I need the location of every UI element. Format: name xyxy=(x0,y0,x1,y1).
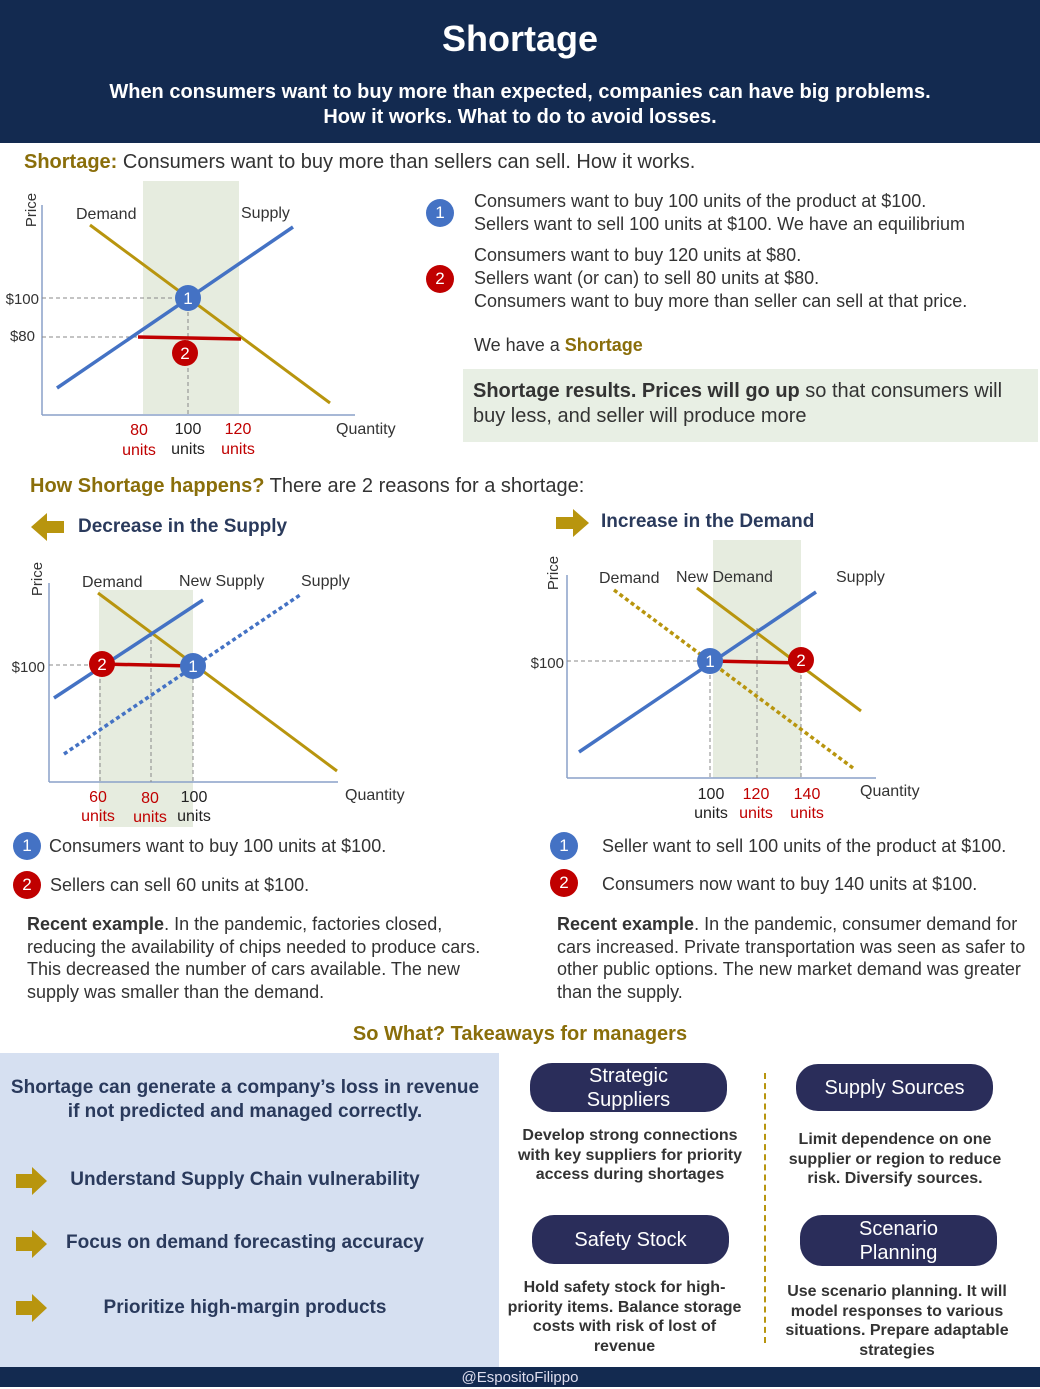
qty-100-units: units xyxy=(694,805,728,822)
demand-label: Demand xyxy=(82,574,143,591)
marker-2-text: 2 xyxy=(180,344,190,363)
qty-100-label: 100 xyxy=(180,789,208,806)
left-example xyxy=(27,913,497,1003)
marker-1-text: 1 xyxy=(188,657,198,676)
qty-100-label: 100 xyxy=(697,786,725,803)
right-point2-text: Consumers now want to buy 140 units at $100. xyxy=(602,874,978,894)
y-axis-label: Price xyxy=(29,561,46,597)
point1-badge: 1 xyxy=(426,199,454,227)
pill1-description: Develop strong connections with key suppliers for priority access during shortages xyxy=(517,1127,743,1183)
qty-80-label: 80 xyxy=(141,790,159,807)
price-80-label: $80 xyxy=(9,328,35,345)
takeaways-title: So What? Takeaways for managers xyxy=(352,1023,688,1045)
qty-140-label: 140 xyxy=(793,786,821,803)
takeaway-item-1: Understand Supply Chain vulnerability xyxy=(70,1169,420,1190)
pill3-description: Hold safety stock for high-priority items. Balance storage costs with risk of lost of revenue xyxy=(507,1279,742,1355)
section2-heading xyxy=(30,475,584,498)
qty-60-label: 60 xyxy=(89,789,107,806)
marker-2-text: 2 xyxy=(796,651,806,670)
point2-line3: Consumers want to buy more than seller can sell at that price. xyxy=(474,291,968,311)
right-subheading: Increase in the Demand xyxy=(601,511,815,532)
pill-safety-stock: Safety Stock xyxy=(532,1215,729,1264)
right-point1-badge: 1 xyxy=(550,832,578,860)
section1-heading xyxy=(24,151,695,174)
marker-2-text: 2 xyxy=(97,655,107,674)
qty-80-label: 80 xyxy=(130,422,148,439)
right-point2-badge: 2 xyxy=(550,869,578,897)
x-axis-label: Quantity xyxy=(345,787,405,804)
price-100-label: $100 xyxy=(11,659,45,676)
qty-80-units: units xyxy=(133,809,167,826)
section1-text: Consumers want to buy more than sellers can sell. How it works. xyxy=(117,151,696,173)
new-demand-label: New Demand xyxy=(676,569,773,586)
qty-120-label: 120 xyxy=(224,421,252,438)
arrow-right-icon xyxy=(16,1229,48,1259)
subtitle-line-2: How it works. What to do to avoid losses. xyxy=(323,106,717,128)
pill-strategic-suppliers: Strategic Suppliers xyxy=(530,1063,727,1112)
we-have-shortage xyxy=(474,334,643,357)
x-axis-label: Quantity xyxy=(336,421,396,438)
point2-text xyxy=(474,244,967,313)
arrow-left-icon xyxy=(31,512,65,542)
left-subheading: Decrease in the Supply xyxy=(78,516,288,537)
supply-decrease-chart xyxy=(0,545,420,830)
result-bold: Shortage results. Prices will go up xyxy=(473,380,800,402)
point2-line2: Sellers want (or can) to sell 80 units at $80. xyxy=(474,268,820,288)
pill4-description: Use scenario planning. It will model responses to various situations. Prepare adaptable strategies xyxy=(785,1283,1009,1359)
qty-120-label: 120 xyxy=(742,786,770,803)
subtitle-line-1: When consumers want to buy more than expected, companies can have big problems. xyxy=(109,81,931,103)
point2-badge: 2 xyxy=(426,265,454,293)
qty-140-units: units xyxy=(790,805,824,822)
section2-label: How Shortage happens? xyxy=(30,475,265,497)
section1-label: Shortage: xyxy=(24,151,118,173)
left-example-label: Recent example xyxy=(27,914,165,934)
result-rest: so that consumers will buy less, and seller will produce more xyxy=(473,380,1003,427)
left-example-text: . In the pandemic, factories closed, reducing the availability of chips needed to produce cars. This decreased the number of cars available. The new supply was smaller than the demand. xyxy=(27,914,481,1002)
shortage-gap-line xyxy=(138,337,241,339)
point1-line2: Sellers want to sell 100 units at $100. We have an equilibrium xyxy=(474,214,965,234)
result-box xyxy=(463,369,1038,442)
marker-1-text: 1 xyxy=(705,652,715,671)
arrow-right-icon xyxy=(16,1166,48,1196)
right-point1-text: Seller want to sell 100 units of the product at $100. xyxy=(602,836,1007,856)
shortage-gap-line xyxy=(102,664,193,666)
we-have-bold: Shortage xyxy=(564,335,643,355)
point1-line1: Consumers want to buy 100 units of the product at $100. xyxy=(474,191,927,211)
x-axis-label: Quantity xyxy=(860,783,920,800)
section2-text: There are 2 reasons for a shortage: xyxy=(264,475,585,497)
equilibrium-chart xyxy=(0,175,420,465)
takeaways-divider xyxy=(764,1073,766,1343)
qty-100-units: units xyxy=(177,808,211,825)
qty-120-units: units xyxy=(221,441,255,458)
left-point2-badge: 2 xyxy=(13,871,41,899)
y-axis-label: Price xyxy=(545,555,562,591)
marker-1-text: 1 xyxy=(183,289,193,308)
arrow-right-icon xyxy=(556,508,590,538)
page-title: Shortage xyxy=(441,18,599,59)
pill2-description: Limit dependence on one supplier or region to reduce risk. Diversify sources. xyxy=(788,1131,1002,1187)
left-point2-text: Sellers can sell 60 units at $100. xyxy=(50,875,310,895)
new-supply-label: New Supply xyxy=(179,573,265,590)
pill-scenario-planning: Scenario Planning xyxy=(800,1215,997,1266)
qty-80-units: units xyxy=(122,442,156,459)
pill-supply-sources: Supply Sources xyxy=(796,1064,993,1111)
qty-120-units: units xyxy=(739,805,773,822)
demand-label: Demand xyxy=(599,570,660,587)
right-example-label: Recent example xyxy=(557,914,695,934)
demand-increase-chart xyxy=(520,540,940,825)
qty-60-units: units xyxy=(81,808,115,825)
left-point1-badge: 1 xyxy=(13,832,41,860)
qty-100-label: 100 xyxy=(174,421,202,438)
page-subtitle xyxy=(0,80,1040,130)
takeaway-item-2: Focus on demand forecasting accuracy xyxy=(66,1232,424,1253)
y-axis-label: Price xyxy=(23,192,40,228)
supply-label: Supply xyxy=(836,569,885,586)
takeaway-item-3: Prioritize high-margin products xyxy=(103,1297,387,1318)
right-example-text: . In the pandemic, consumer demand for cars increased. Private transportation was seen as safer to other public options. The new market demand was greater than the supply. xyxy=(557,914,1026,1002)
price-100-label: $100 xyxy=(530,655,564,672)
point2-line1: Consumers want to buy 120 units at $80. xyxy=(474,245,802,265)
right-example xyxy=(557,913,1027,1003)
demand-label: Demand xyxy=(76,206,137,223)
arrow-right-icon xyxy=(16,1293,48,1323)
footer-handle: @EspositoFilippo xyxy=(0,1367,1040,1387)
takeaways-panel-head: Shortage can generate a company’s loss in revenue if not predicted and managed correctly. xyxy=(10,1077,480,1122)
we-have-text: We have a xyxy=(474,335,565,355)
price-100-label: $100 xyxy=(5,291,39,308)
supply-label: Supply xyxy=(241,205,290,222)
supply-label: Supply xyxy=(301,573,350,590)
qty-100-units: units xyxy=(171,441,205,458)
left-point1-text: Consumers want to buy 100 units at $100. xyxy=(49,836,387,856)
point1-text xyxy=(474,190,965,236)
